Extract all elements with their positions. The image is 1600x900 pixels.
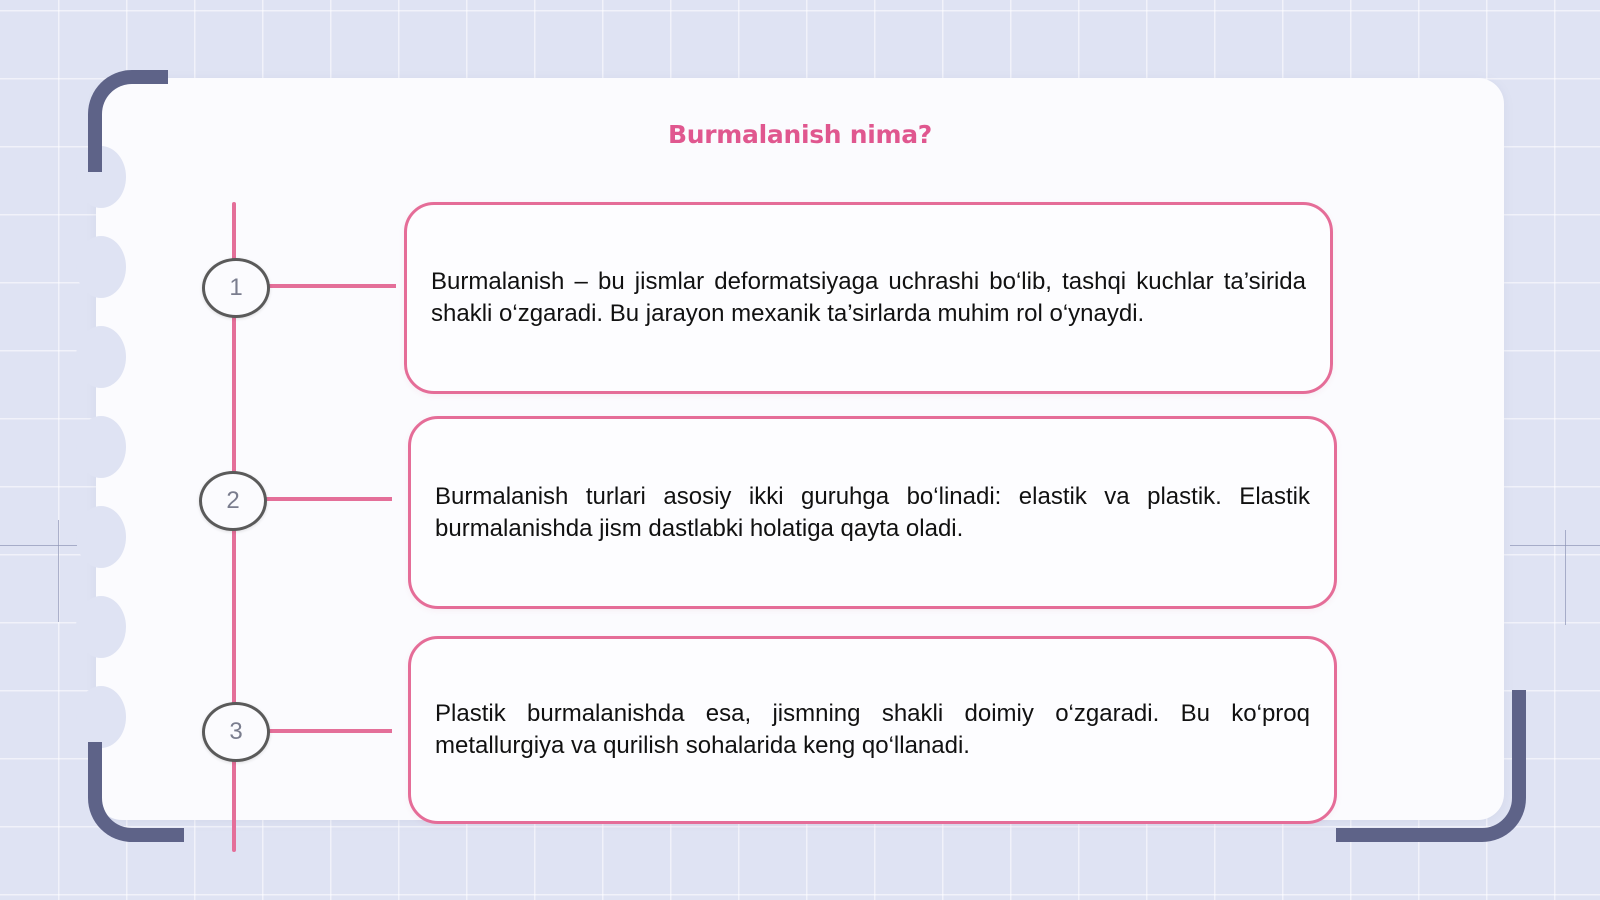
step-card [408,416,1337,609]
slide-title: Burmalanish nima? [668,120,932,149]
paper-notch [76,596,126,658]
step-card [404,202,1333,394]
corner-bracket-bottom-right [1336,690,1526,842]
step-number-badge: 1 [202,258,270,318]
paper-notch [76,686,126,748]
grid-crosshair [1510,545,1600,546]
step-connector [264,729,392,733]
step-text: Plastik burmalanishda esa, jismning shakli doimiy o‘zgaradi. Bu ko‘proq metallurgiya va qurilish sohalarida keng qo‘llanadi. [435,700,1310,759]
step-number-badge: 3 [202,702,270,762]
step-text: Burmalanish – bu jismlar deformatsiyaga uchrashi bo‘lib, tashqi kuchlar ta’sirida shakli o‘zgaradi. Bu jarayon mexanik ta’sirlarda muhim rol o‘ynaydi. [431,268,1306,327]
corner-bracket-bottom-left [88,742,184,842]
corner-bracket-top-left [88,70,168,172]
paper-notch [76,326,126,388]
step-connector [264,284,396,288]
step-card [408,636,1337,824]
paper-notch [76,416,126,478]
step-number-badge: 2 [199,471,267,531]
step-text: Burmalanish turlari asosiy ikki guruhga bo‘linadi: elastik va plastik. Elastik burmalanishda jism dastlabki holatiga qayta oladi. [435,482,1310,542]
paper-notch [76,236,126,298]
grid-crosshair [58,520,59,622]
step-connector [262,497,392,501]
paper-notch [76,506,126,568]
